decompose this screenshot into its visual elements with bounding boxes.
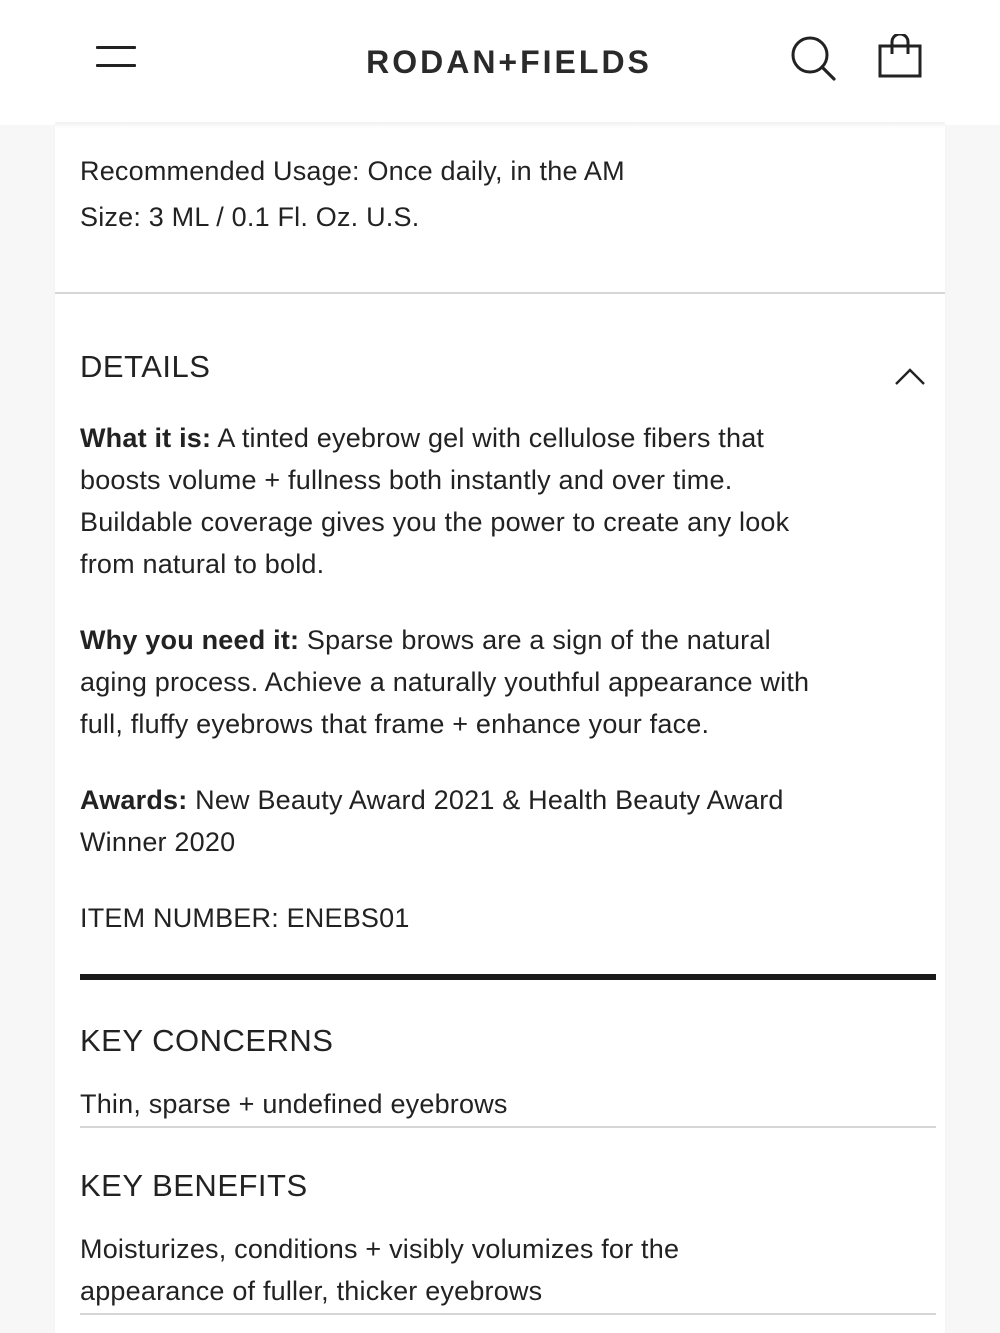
shopping-bag-icon[interactable] (876, 34, 924, 80)
site-header (0, 0, 1000, 125)
what-it-is-line-1 (80, 417, 764, 459)
awards-label: Awards: (80, 785, 188, 815)
key-benefits-title: KEY BENEFITS (80, 1168, 308, 1203)
key-concerns-title: KEY CONCERNS (80, 1023, 334, 1058)
key-benefits-line-2: appearance of fuller, thicker eyebrows (80, 1276, 543, 1306)
size-text: Size: 3 ML / 0.1 Fl. Oz. U.S. (80, 202, 420, 232)
section-divider (55, 292, 945, 294)
thick-divider (80, 974, 936, 980)
key-concerns-divider (80, 1126, 936, 1128)
header-shadow (55, 122, 945, 128)
menu-bar-top (96, 46, 136, 49)
why-you-need-it-line-2: aging process. Achieve a naturally youthful appearance with (80, 667, 810, 697)
brand-logo[interactable]: RODAN+FIELDS (366, 44, 652, 80)
hamburger-menu-icon[interactable] (96, 44, 136, 70)
why-you-need-it-text: Sparse brows are a sign of the natural (299, 625, 771, 655)
key-benefits-line-1: Moisturizes, conditions + visibly volumizes for the (80, 1234, 680, 1264)
item-number: ITEM NUMBER: ENEBS01 (80, 903, 410, 933)
details-section-title[interactable]: DETAILS (80, 349, 211, 384)
what-it-is-label: What it is: (80, 423, 212, 453)
what-it-is-line-3: Buildable coverage gives you the power to create any look (80, 507, 790, 537)
awards-text: New Beauty Award 2021 & Health Beauty Award (187, 785, 784, 815)
why-you-need-it-label: Why you need it: (80, 625, 300, 655)
key-benefits-divider (80, 1313, 936, 1315)
what-it-is-text: A tinted eyebrow gel with cellulose fibers that (211, 423, 765, 453)
why-you-need-it-line-1 (80, 619, 771, 661)
chevron-up-icon[interactable] (890, 358, 930, 388)
why-you-need-it-line-3: full, fluffy eyebrows that frame + enhance your face. (80, 709, 710, 739)
recommended-usage-text: Recommended Usage: Once daily, in the AM (80, 156, 625, 186)
awards-line-1 (80, 779, 784, 821)
what-it-is-line-2: boosts volume + fullness both instantly and over time. (80, 465, 733, 495)
awards-line-2: Winner 2020 (80, 827, 236, 857)
search-icon[interactable] (788, 34, 838, 82)
what-it-is-line-4: from natural to bold. (80, 549, 325, 579)
key-concerns-text: Thin, sparse + undefined eyebrows (80, 1089, 508, 1119)
menu-bar-bottom (96, 64, 136, 67)
